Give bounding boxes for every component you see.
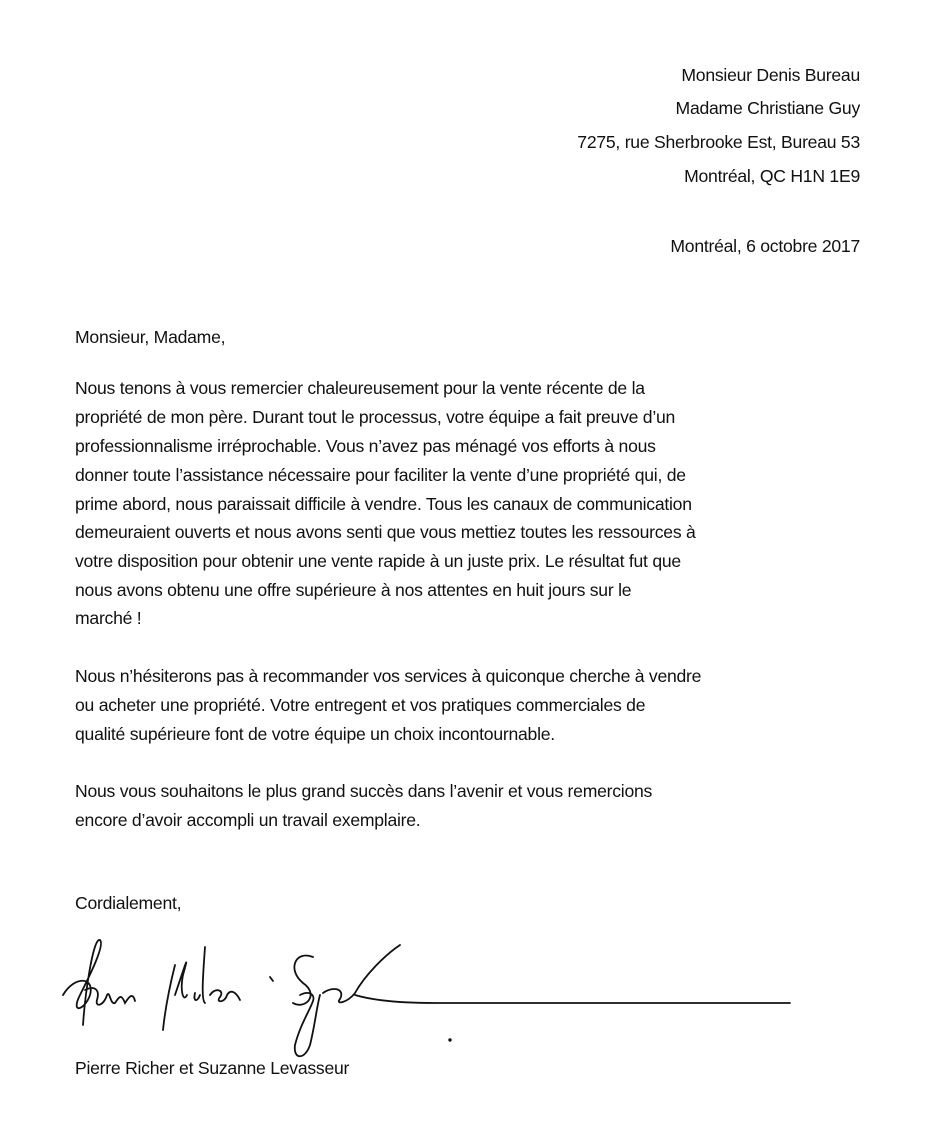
- closing: Cordialement,: [75, 893, 182, 913]
- text-line: encore d’avoir accompli un travail exemplaire.: [75, 810, 421, 830]
- text-line: professionnalisme irréprochable. Vous n’avez pas ménagé vos efforts à nous: [75, 436, 656, 456]
- address-line: Madame Christiane Guy: [675, 98, 860, 118]
- text-line: Nous n’hésiterons pas à recommander vos services à quiconque cherche à vendre: [75, 666, 702, 686]
- text-line: ou acheter une propriété. Votre entregent et vos pratiques commerciales de: [75, 695, 646, 715]
- text-line: donner toute l’assistance nécessaire pour faciliter la vente d’une propriété qui, de: [75, 465, 686, 485]
- address-line: Montréal, QC H1N 1E9: [684, 166, 860, 186]
- signature-stroke: [270, 945, 790, 1056]
- text-line: propriété de mon père. Durant tout le processus, votre équipe a fait preuve d’un: [75, 407, 676, 427]
- signatory-name: Pierre Richer et Suzanne Levasseur: [75, 1058, 350, 1078]
- salutation: Monsieur, Madame,: [75, 327, 226, 347]
- text-line: prime abord, nous paraissait difficile à vendre. Tous les canaux de communication: [75, 494, 692, 514]
- address-line: Monsieur Denis Bureau: [681, 65, 860, 85]
- text-line: Nous vous souhaitons le plus grand succès dans l’avenir et vous remercions: [75, 781, 653, 801]
- text-line: demeuraient ouverts et nous avons senti que vous mettiez toutes les ressources à: [75, 522, 696, 542]
- address-line: 7275, rue Sherbrooke Est, Bureau 53: [577, 132, 860, 152]
- text-line: nous avons obtenu une offre supérieure à nos attentes en huit jours sur le: [75, 580, 632, 600]
- letter-date: Montréal, 6 octobre 2017: [670, 236, 860, 256]
- text-line: marché !: [75, 608, 142, 628]
- handwritten-signature: [55, 935, 795, 1065]
- signature-stroke: [163, 947, 240, 1030]
- signature-stroke: [63, 940, 135, 1025]
- text-line: Nous tenons à vous remercier chaleureusement pour la vente récente de la: [75, 378, 645, 398]
- text-line: votre disposition pour obtenir une vente rapide à un juste prix. Le résultat fut que: [75, 551, 681, 571]
- text-line: qualité supérieure font de votre équipe un choix incontournable.: [75, 724, 555, 744]
